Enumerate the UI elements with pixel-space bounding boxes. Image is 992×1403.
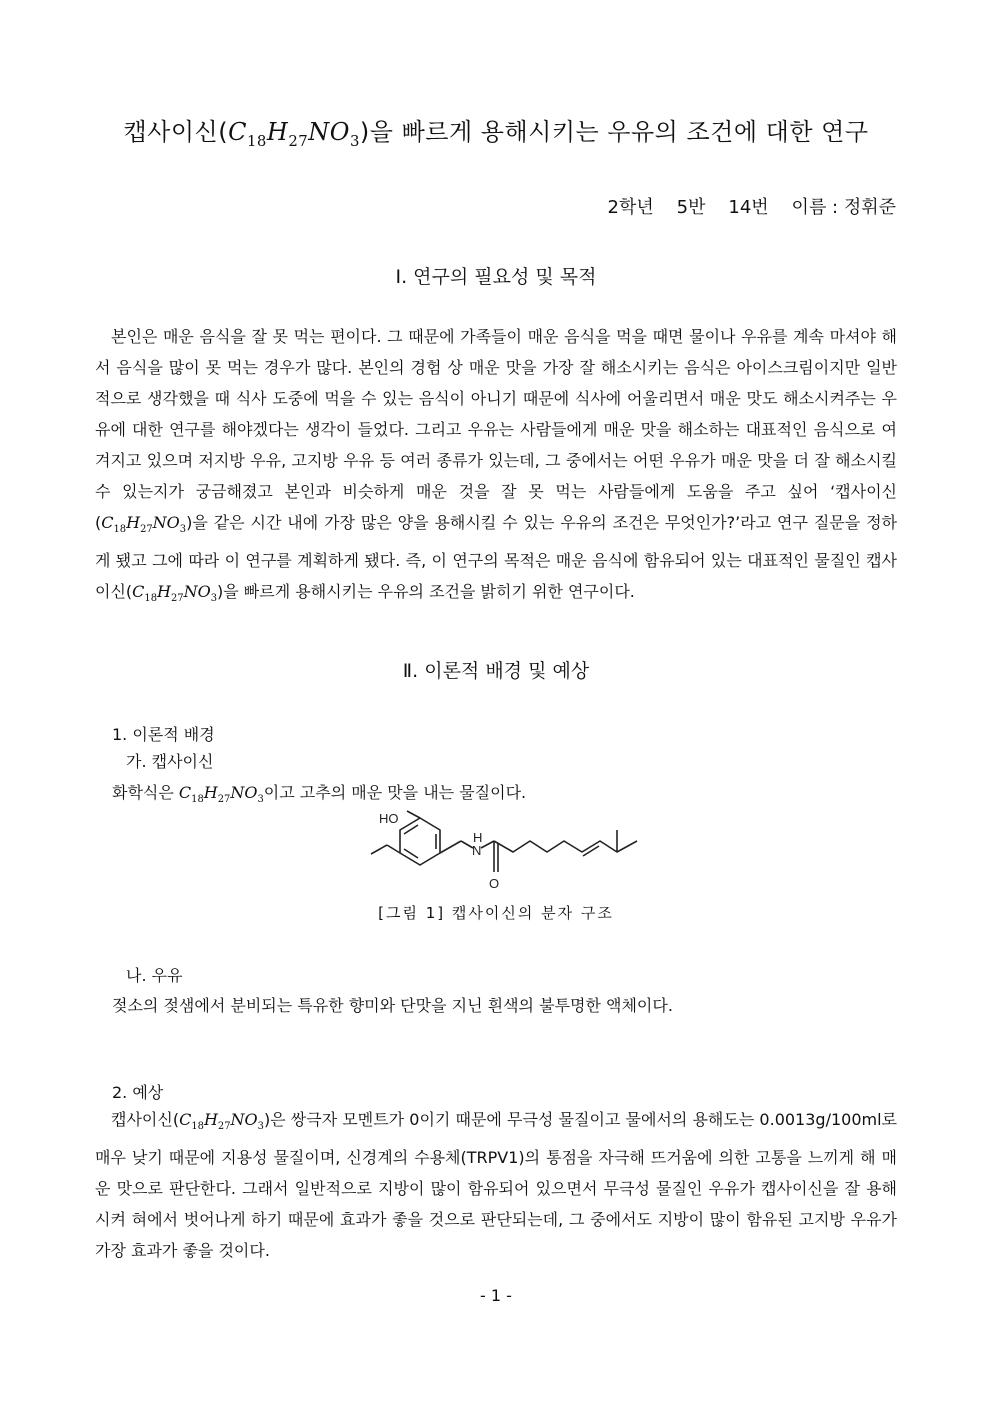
section-heading-1: Ⅰ. 연구의 필요성 및 목적 <box>395 266 597 288</box>
subheading-theory: 1. 이론적 배경 <box>112 725 215 744</box>
subheading-milk: 나. 우유 <box>126 966 183 985</box>
subheading-prediction: 2. 예상 <box>112 1083 164 1102</box>
molecule-label-o: O <box>489 876 500 891</box>
capsaicin-structure-figure <box>357 808 657 898</box>
chemical-formula-line: 화학식은 $C_{18}H_{27}NO_3$이고 고추의 매운 맛을 내는 물질이다. <box>112 783 527 806</box>
molecule-label-h: H <box>473 830 483 845</box>
subheading-capsaicin: 가. 캡사이신 <box>126 752 214 771</box>
page-number: - 1 - <box>480 1286 512 1305</box>
document-title <box>0 112 992 150</box>
molecule-label-n: N <box>472 843 482 858</box>
prediction-paragraph: 캡사이신$(C_{18}H_{27}NO_3)$은 쌍극자 모멘트가 0이기 때문에 무극성 물질이고 물에서의 용해도는 0.0013g/100ml로 매우 낮기 때문에 지용성 물질이며, 신경계의 수용체(TRPV1)의 통점을 자극해 뜨거움에 의한 고통을 느끼게 해 매운 맛으로 판단한다. 그래서 일반적으로 지방이 많이 함유되어 있으면서 무극성 물질인 우유가 캡사이신을 잘 용해시켜 혀에서 벗어나게 하기 때문에 효과가 좋을 것으로 판단되는데, 그 중에서도 지방이 많이 함유된 고지방 우유가 가장 효과가 좋을 것이다. <box>95 1110 897 1261</box>
title-prefix: 캡사이신( <box>123 118 229 146</box>
title-formula: $C_{18}H_{27}NO_3$ <box>228 118 360 150</box>
title-suffix: )을 빠르게 용해시키는 우유의 조건에 대한 연구 <box>359 118 869 146</box>
section-heading-2: Ⅱ. 이론적 배경 및 예상 <box>402 660 590 682</box>
molecule-label-ho: HO <box>379 811 399 826</box>
author-line: 2학년 5반 14번 이름 : 정휘준 <box>607 197 896 218</box>
figure-caption: [그림 1] 캡사이신의 분자 구조 <box>378 904 614 922</box>
section1-paragraph: 본인은 매운 음식을 잘 못 먹는 편이다. 그 때문에 가족들이 매운 음식을 먹을 때면 물이나 우유를 계속 마셔야 해서 음식을 많이 못 먹는 경우가 많다. 본인의 경험 상 매운 맛을 가장 잘 해소시키는 음식은 아이스크림이지만 일반적으로 생각했을 때 식사 도중에 먹을 수 있는 음식이 아니기 때문에 식사에 어울리면서 매운 맛도 해소시켜주는 우유에 대한 연구를 해야겠다는 생각이 들었다. 그리고 우유는 사람들에게 매운 맛을 해소하는 대표적인 음식으로 여겨지고 있으며 저지방 우유, 고지방 우유 등 여러 종류가 있는데, 그 중에서는 어떤 우유가 매운 맛을 더 잘 해소시킬 수 있는지가 궁금해졌고 본인과 비슷하게 매운 것을 잘 못 먹는 사람들에게 도움을 주고 싶어 ‘캡사이신$(C_{18}H_{27}NO_3)$을 같은 시간 내에 가장 많은 양을 용해시킬 수 있는 우유의 조건은 무엇인가?’라고 연구 질문을 정하게 됐고 그에 따라 이 연구를 계획하게 됐다. 즉, 이 연구의 목적은 매운 음식에 함유되어 있는 대표적인 물질인 캡사이신$(C_{18}H_{27}NO_3)$을 빠르게 용해시키는 우유의 조건을 밝히기 위한 연구이다. <box>95 327 897 605</box>
milk-definition: 젖소의 젖샘에서 분비되는 특유한 향미와 단맛을 지닌 흰색의 불투명한 액체이다. <box>112 996 673 1015</box>
